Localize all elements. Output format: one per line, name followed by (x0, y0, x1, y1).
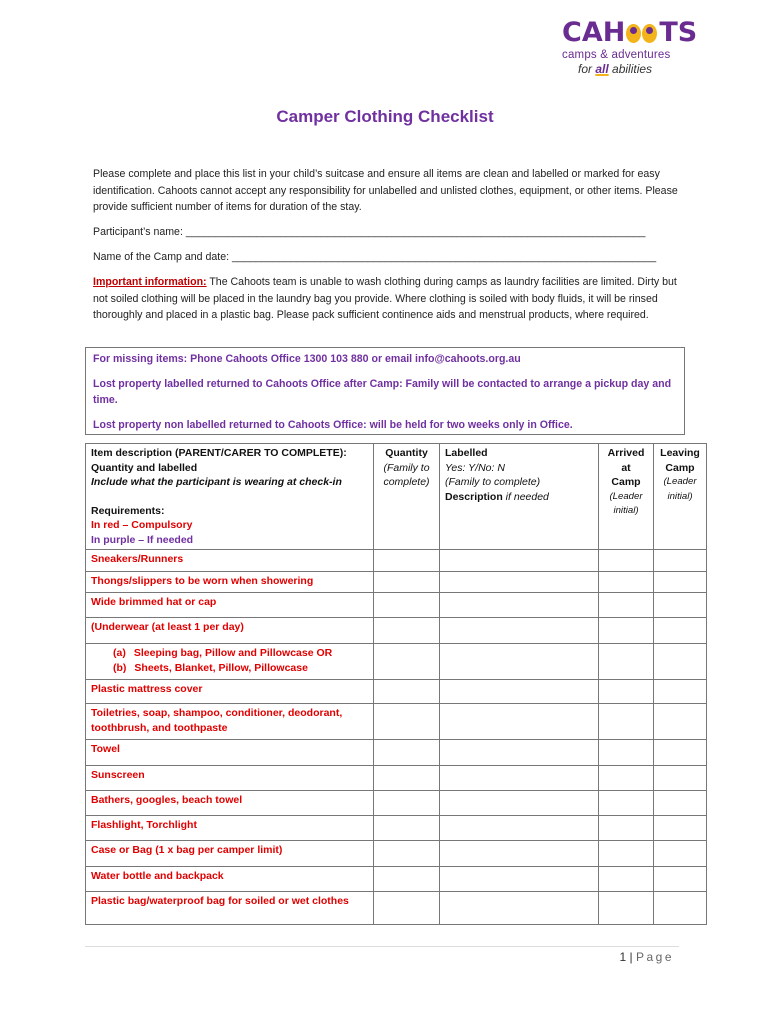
quantity-cell[interactable] (374, 550, 440, 572)
missing-items-text: For missing items: Phone Cahoots Office 1300 103 880 or email info@cahoots.org.au (93, 353, 521, 365)
arrived-cell[interactable] (599, 572, 654, 593)
lost-property-non-labelled-text: Lost property non labelled returned to Cahoots Office: will be held for two weeks only in Office. (93, 419, 573, 431)
item-toiletries: Toiletries, soap, shampoo, conditioner, deodorant, toothbrush, and toothpaste (86, 704, 374, 740)
arrived-cell[interactable] (599, 867, 654, 892)
item-bathers: Bathers, googles, beach towel (86, 791, 374, 816)
page-title: Camper Clothing Checklist (276, 107, 494, 126)
cahoots-logo (562, 18, 712, 76)
leaving-cell[interactable] (654, 841, 707, 867)
quantity-cell[interactable] (374, 618, 440, 644)
leaving-cell[interactable] (654, 766, 707, 791)
arrived-cell[interactable] (599, 766, 654, 791)
arrived-cell[interactable] (599, 680, 654, 704)
quantity-cell[interactable] (374, 892, 440, 925)
item-hat: Wide brimmed hat or cap (86, 593, 374, 618)
leaving-cell[interactable] (654, 867, 707, 892)
header-labelled: Labelled Yes: Y/No: N (Family to complete) Description if needed (440, 444, 599, 550)
footer-divider (85, 946, 679, 947)
table-row (86, 816, 707, 841)
page-number: 1 | Page (619, 950, 674, 964)
participant-name-field[interactable]: Participant’s name: ______________________________________________________________________________ (93, 226, 646, 238)
item-mattress-cover: Plastic mattress cover (86, 680, 374, 704)
leaving-cell[interactable] (654, 680, 707, 704)
item-case-bag: Case or Bag (1 x bag per camper limit) (86, 841, 374, 867)
important-text: The Cahoots team is unable to wash clothing during camps as laundry facilities are limited. Dirty but not soiled clothing will be placed in the laundry bag you provide. Where clothing is soiled with body fluids, it will be rinsed thoroughly and placed in a plastic bag. Please pack sufficient continence aids and menstrual products, where required. (93, 276, 677, 321)
header-item-description: Item description (PARENT/CARER TO COMPLETE): Quantity and labelled Include what the participant is wearing at check-in Requirements: In red – Compulsory In purple – If needed (86, 444, 374, 550)
quantity-cell[interactable] (374, 841, 440, 867)
table-row (86, 766, 707, 791)
lost-property-labelled-text: Lost property labelled returned to Cahoots Office after Camp: Family will be contacted to arrange a pickup day and time. (93, 378, 672, 406)
legend-purple: In purple – If needed (91, 533, 194, 546)
labelled-cell[interactable] (440, 680, 599, 704)
leaving-cell[interactable] (654, 618, 707, 644)
table-row (86, 644, 707, 680)
item-sneakers: Sneakers/Runners (86, 550, 374, 572)
arrived-cell[interactable] (599, 841, 654, 867)
arrived-cell[interactable] (599, 550, 654, 572)
leaving-cell[interactable] (654, 816, 707, 841)
header-leaving-camp: Leaving Camp (Leader initial) (654, 444, 707, 550)
quantity-cell[interactable] (374, 680, 440, 704)
item-sunscreen: Sunscreen (86, 766, 374, 791)
quantity-cell[interactable] (374, 766, 440, 791)
item-bedding: (a) Sleeping bag, Pillow and Pillowcase OR (b) Sheets, Blanket, Pillow, Pillowcase (86, 644, 374, 680)
item-thongs: Thongs/slippers to be worn when showering (86, 572, 374, 593)
quantity-cell[interactable] (374, 704, 440, 740)
camp-name-date-field[interactable]: Name of the Camp and date: ________________________________________________________________________ (93, 251, 657, 263)
labelled-cell[interactable] (440, 841, 599, 867)
quantity-cell[interactable] (374, 593, 440, 618)
table-row (86, 867, 707, 892)
quantity-cell[interactable] (374, 816, 440, 841)
table-row (86, 593, 707, 618)
table-row (86, 704, 707, 740)
header-arrived-at-camp: Arrived at Camp (Leader initial) (599, 444, 654, 550)
logo-brand-a: CAH (562, 17, 626, 48)
table-row (86, 892, 707, 925)
labelled-cell[interactable] (440, 572, 599, 593)
arrived-cell[interactable] (599, 644, 654, 680)
leaving-cell[interactable] (654, 593, 707, 618)
logo-brand (562, 18, 712, 48)
leaving-cell[interactable] (654, 791, 707, 816)
arrived-cell[interactable] (599, 618, 654, 644)
leaving-cell[interactable] (654, 892, 707, 925)
table-row (86, 618, 707, 644)
logo-subtitle: camps & adventures (562, 49, 671, 61)
intro-paragraph: Please complete and place this list in your child’s suitcase and ensure all items are clean and labelled or marked for easy identification. Cahoots cannot accept any responsibility for unlabelled and unlisted clothes, equipment, or other items. Please provide sufficient number of items for duration of the stay. (93, 168, 678, 213)
legend-red: In red – Compulsory (91, 519, 193, 531)
labelled-cell[interactable] (440, 550, 599, 572)
table-row (86, 572, 707, 593)
leaving-cell[interactable] (654, 644, 707, 680)
leaving-cell[interactable] (654, 704, 707, 740)
leaving-cell[interactable] (654, 572, 707, 593)
labelled-cell[interactable] (440, 704, 599, 740)
arrived-cell[interactable] (599, 704, 654, 740)
lost-property-info-box (85, 347, 685, 435)
quantity-cell[interactable] (374, 867, 440, 892)
labelled-cell[interactable] (440, 816, 599, 841)
labelled-cell[interactable] (440, 867, 599, 892)
item-underwear: (Underwear (at least 1 per day) (86, 618, 374, 644)
table-row (86, 680, 707, 704)
table-row (86, 550, 707, 572)
labelled-cell[interactable] (440, 740, 599, 766)
arrived-cell[interactable] (599, 892, 654, 925)
arrived-cell[interactable] (599, 740, 654, 766)
quantity-cell[interactable] (374, 740, 440, 766)
logo-eyes-icon (626, 24, 658, 43)
leaving-cell[interactable] (654, 550, 707, 572)
arrived-cell[interactable] (599, 593, 654, 618)
item-water-bottle: Water bottle and backpack (86, 867, 374, 892)
item-flashlight: Flashlight, Torchlight (86, 816, 374, 841)
item-towel: Towel (86, 740, 374, 766)
table-header-row (86, 444, 707, 550)
header-quantity: Quantity (Family to complete) (374, 444, 440, 550)
quantity-cell[interactable] (374, 572, 440, 593)
labelled-cell[interactable] (440, 644, 599, 680)
labelled-cell[interactable] (440, 618, 599, 644)
logo-tagline: for all abilities (578, 62, 653, 76)
important-label: Important information: (93, 276, 207, 288)
labelled-cell[interactable] (440, 791, 599, 816)
table-row (86, 740, 707, 766)
labelled-cell[interactable] (440, 593, 599, 618)
quantity-cell[interactable] (374, 791, 440, 816)
item-plastic-bag: Plastic bag/waterproof bag for soiled or wet clothes (86, 892, 374, 925)
table-row (86, 791, 707, 816)
table-row (86, 841, 707, 867)
logo-brand-b: TS (659, 17, 698, 48)
labelled-cell[interactable] (440, 892, 599, 925)
leaving-cell[interactable] (654, 740, 707, 766)
arrived-cell[interactable] (599, 791, 654, 816)
quantity-cell[interactable] (374, 644, 440, 680)
checklist-table (85, 443, 707, 925)
labelled-cell[interactable] (440, 766, 599, 791)
arrived-cell[interactable] (599, 816, 654, 841)
important-information (93, 274, 683, 324)
